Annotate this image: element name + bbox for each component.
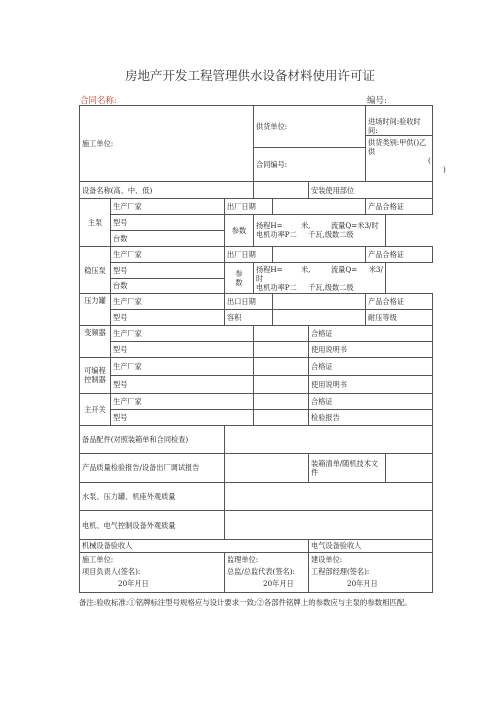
main-pump-head-flow: 扬程H= 米, 流量Q=米3/时 [256, 221, 379, 231]
inverter-model: 型号 [111, 342, 254, 358]
inverter-model-value[interactable] [254, 342, 309, 358]
inverter-manual: 使用说明书 [309, 342, 433, 358]
pressure-tank-grade: 耐压等级 [366, 310, 433, 326]
pressure-tank-model: 型号 [111, 310, 225, 326]
stab-pump-count: 台数 [111, 278, 225, 294]
pressure-tank-factory-date: 出口日期 [225, 294, 273, 310]
supervision-unit-sign-label: 监理单位: [227, 554, 259, 564]
entry-time-cell[interactable]: 进场时间:验收时间: [366, 106, 433, 136]
inverter-label: 变频器 [80, 326, 111, 358]
construction-signature-cell[interactable] [80, 552, 225, 592]
main-switch-model-value[interactable] [254, 409, 309, 425]
plc-manual: 使用说明书 [309, 375, 433, 393]
plc-certificate: 合格证 [309, 357, 433, 375]
pressure-tank-date-value[interactable] [273, 294, 366, 310]
supply-type-paren-open: ( [428, 155, 431, 165]
packing-list-value[interactable] [386, 454, 433, 483]
main-pump-model: 型号 [111, 215, 225, 231]
chief-supervisor-sign-label: 总监/总监代表(签名): [227, 566, 295, 576]
supervision-signature-cell[interactable] [225, 552, 309, 592]
pump-quality-value[interactable] [225, 482, 433, 511]
contract-name-label: 合同名称: [80, 96, 117, 106]
owner-sign-date: 20年月日 [347, 578, 378, 588]
mech-acceptor-label: 机械设备验收人 [80, 539, 309, 552]
plc-manufacturer-value[interactable] [254, 357, 309, 375]
supply-type-line1: 供货类别:甲供()乙供 [368, 137, 427, 156]
dept-manager-sign-label: 工程部经理(签名): [311, 566, 370, 576]
construction-unit-sign-label: 施工单位: [82, 554, 114, 564]
main-switch-manufacturer-value[interactable] [254, 393, 309, 409]
remark-note: 备注:验收标准:①铭牌标注型号规格应与设计要求一致;②各部件铭牌上的参数应与主泵的参数相匹配。 [79, 598, 412, 607]
install-part-label: 安装使用部位 [309, 182, 433, 199]
contract-no-cell[interactable]: 合同编号: [254, 148, 366, 182]
permit-table [79, 105, 446, 593]
stab-pump-model: 型号 [111, 262, 225, 278]
owner-signature-cell[interactable] [309, 552, 433, 592]
owner-unit-sign-label: 建设单位: [311, 554, 343, 564]
project-manager-sign-label: 项目负责人(签名): [82, 566, 141, 576]
equipment-name-label: 设备名称(高、中、低) [80, 182, 254, 199]
inverter-manufacturer-value[interactable] [254, 326, 309, 342]
stab-pump-label: 稳压泵 [80, 246, 111, 294]
stab-pump-params-char2: 数 [235, 278, 243, 288]
pressure-tank-volume-value[interactable] [273, 310, 366, 326]
main-pump-certificate: 产品合格证 [366, 199, 433, 215]
motor-quality-label: 电机、电气控制设备外观质量 [80, 511, 225, 540]
main-switch-manufacturer: 生产厂家 [111, 393, 254, 409]
accessories-label: 备品配件(对照装箱单和合同检查) [80, 425, 225, 454]
stab-pump-factory-date: 出厂日期 [225, 246, 273, 262]
supply-type-cell[interactable] [366, 135, 446, 182]
construction-sign-date: 20年月日 [118, 578, 149, 588]
number-label: 编号: [367, 96, 387, 106]
stab-pump-manufacturer: 生产厂家 [111, 246, 225, 262]
permit-form [79, 105, 446, 593]
plc-model: 型号 [111, 375, 254, 393]
main-switch-label: 主开关 [80, 393, 111, 425]
inspection-report-label: 产品质量检验报告/设备出厂调试报告 [80, 454, 225, 483]
pressure-tank-manufacturer: 生产厂家 [111, 294, 225, 310]
stab-pump-date-value[interactable] [273, 246, 366, 262]
main-pump-params-label: 参数 [225, 215, 254, 247]
pressure-tank-volume: 容积 [225, 310, 273, 326]
stab-pump-params-char1: 参 [235, 269, 243, 279]
main-pump-count: 台数 [111, 230, 225, 246]
inverter-manufacturer: 生产厂家 [111, 326, 254, 342]
stab-pump-params-label [225, 262, 254, 294]
equipment-name-value[interactable] [254, 182, 309, 199]
pressure-tank-certificate: 产品合格证 [366, 294, 433, 310]
packing-list-label: 装箱清单/随机技术文件 [309, 454, 386, 483]
main-pump-manufacturer: 生产厂家 [111, 199, 225, 215]
accessories-value[interactable] [225, 425, 433, 454]
supply-unit-cell[interactable]: 供货单位: [254, 106, 366, 148]
document-title: 房地产开发工程管理供水设备材料使用许可证 [124, 68, 375, 83]
main-pump-params-value [254, 215, 386, 247]
plc-manufacturer: 生产厂家 [111, 357, 254, 375]
main-switch-certificate: 合格证 [309, 393, 433, 409]
inverter-certificate: 合格证 [309, 326, 433, 342]
stab-pump-params-value [254, 262, 386, 294]
elec-acceptor-label: 电气设备验收人 [309, 539, 433, 552]
main-pump-label: 主泵 [80, 199, 111, 247]
motor-quality-value[interactable] [225, 511, 433, 540]
pump-quality-label: 水泵、压力罐、机座外观质量 [80, 482, 225, 511]
stab-pump-certificate: 产品合格证 [366, 246, 433, 262]
main-switch-test-report: 检验报告 [309, 409, 433, 425]
pressure-tank-label: 压力罐 [80, 294, 111, 326]
inspection-report-value[interactable] [225, 454, 309, 483]
stab-pump-head-flow: 扬程H= 米, 流量Q= 米3/时 [256, 264, 383, 283]
plc-label: 可编程控制器 [80, 357, 111, 393]
construction-unit-cell[interactable]: 施工单位: [80, 106, 254, 182]
plc-model-value[interactable] [254, 375, 309, 393]
supply-type-paren-close: ) [443, 164, 446, 174]
main-pump-factory-date: 出厂日期 [225, 199, 273, 215]
stab-pump-motor-power: 电机功率P二 千瓦,级数二级 [256, 282, 354, 292]
main-pump-date-value[interactable] [273, 199, 366, 215]
main-switch-model: 型号 [111, 409, 254, 425]
main-pump-motor-power: 电机功率P二 千瓦,级数二级 [256, 230, 354, 240]
supervision-sign-date: 20年月日 [263, 578, 294, 588]
